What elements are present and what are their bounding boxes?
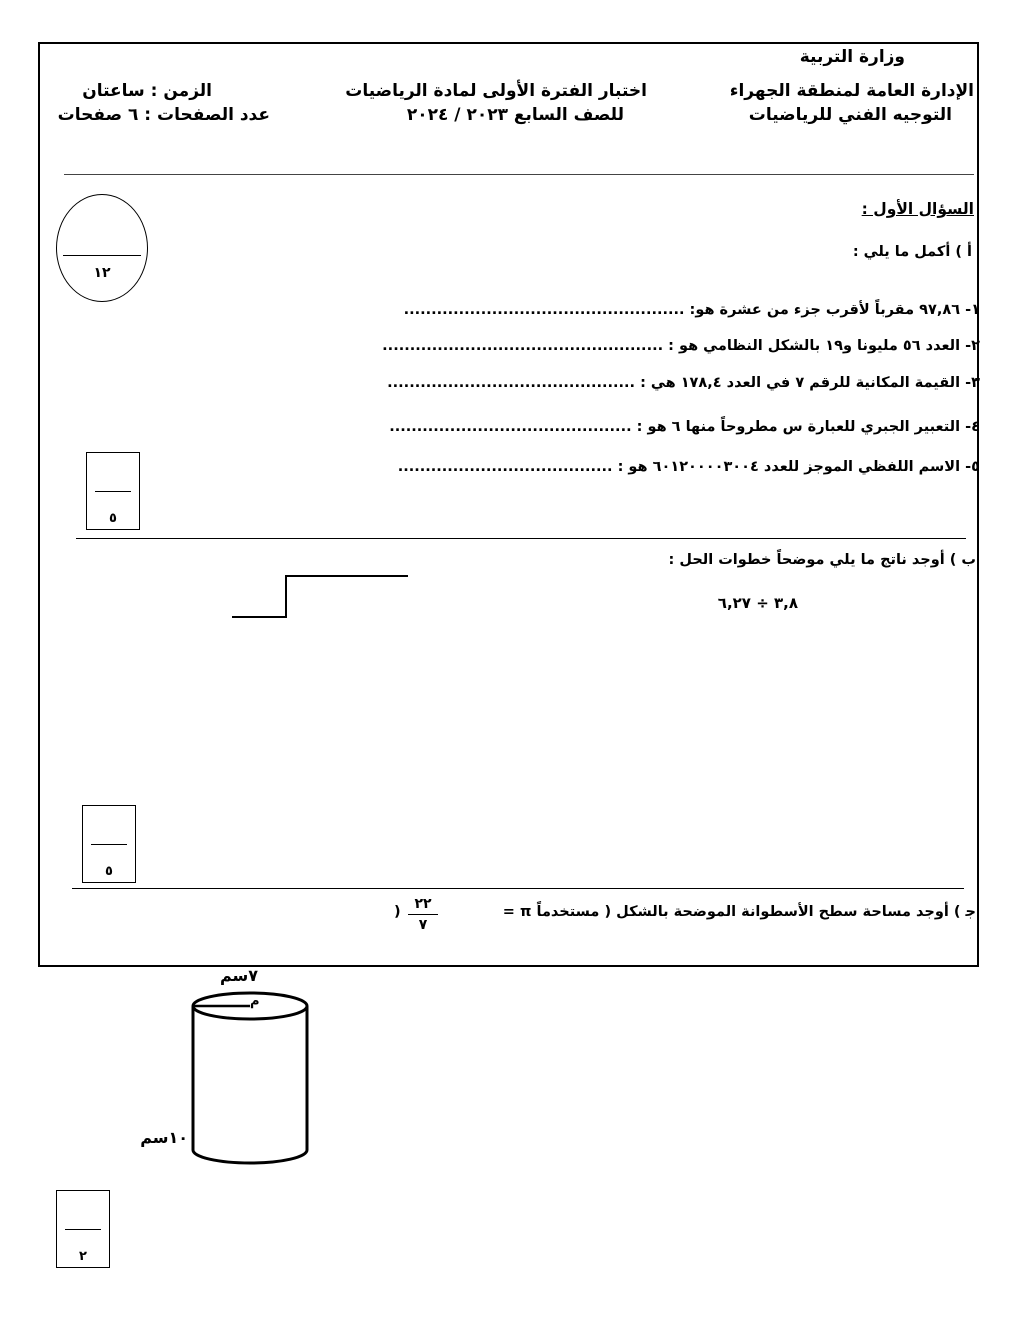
supervision-name: التوجيه الفني للرياضيات: [748, 105, 952, 125]
score-divider: [65, 1229, 101, 1230]
part-c-score-box: [56, 1190, 110, 1268]
part-c-heading: ﺟ ) أوجد مساحة سطح الأسطوانة الموضحة بالشكل ( مستخدماً π =: [502, 904, 976, 920]
part-a-score: ٥: [109, 511, 117, 526]
close-paren: ): [394, 904, 401, 920]
radius-label: ٧سم: [219, 966, 258, 985]
division-expression: ٣,٨ ÷ ٦,٢٧: [717, 594, 798, 612]
exam-title: اختبار الفترة الأولى لمادة الرياضيات: [345, 81, 647, 101]
pi-fraction: [408, 896, 438, 933]
part-a-item-5: ٥- الاسم اللفظي الموجز للعدد ٦٠١٢٠٠٠٠٣٠٠٤ هو : .......................................: [397, 459, 980, 475]
score-divider: [91, 844, 127, 845]
part-a-item-1: ١- ٩٧,٨٦ مقرباً لأقرب جزء من عشرة هو: ...................................................: [403, 302, 980, 318]
cylinder-figure: [180, 990, 320, 1170]
exam-time: الزمن : ساعتان: [82, 81, 212, 101]
header-divider: [64, 174, 974, 175]
part-b-score: ٥: [105, 864, 113, 879]
long-division-bracket: [230, 574, 410, 622]
part-c-score: ٢: [79, 1249, 87, 1264]
directorate-name: الإدارة العامة لمنطقة الجهراء: [729, 81, 974, 101]
part-a-item-4: ٤- التعبير الجبري للعبارة س مطروحاً منها ٦ هو : ............................................: [389, 419, 980, 435]
question-title: السؤال الأول :: [861, 200, 974, 218]
part-a-item-3: ٣- القيمة المكانية للرقم ٧ في العدد ١٧٨,٤ هي : .............................................: [387, 375, 980, 391]
part-b-score-box: [82, 805, 136, 883]
ministry-name: وزارة التربية: [799, 47, 905, 67]
part-a-heading: أ ) أكمل ما يلي :: [852, 244, 972, 260]
grade-year: للصف السابع ٢٠٢٣ / ٢٠٢٤: [406, 105, 624, 125]
score-divider: [95, 491, 131, 492]
oval-divider: [63, 255, 141, 256]
fraction-denominator: ٧: [418, 917, 428, 933]
fraction-numerator: ٢٢: [408, 896, 438, 915]
part-b-divider: [72, 888, 964, 889]
part-b-heading: ب ) أوجد ناتج ما يلي موضحاً خطوات الحل :: [668, 552, 976, 568]
part-a-item-2: ٢- العدد ٥٦ مليونا و١٩ بالشكل النظامي هو : ...................................................: [382, 338, 980, 354]
part-a-score-box: [86, 452, 140, 530]
part-a-divider: [76, 538, 966, 539]
page-count: عدد الصفحات : ٦ صفحات: [57, 105, 270, 125]
total-score: ١٢: [93, 265, 111, 281]
radius-letter: م: [250, 994, 260, 1009]
height-label: ١٠سم: [140, 1128, 188, 1147]
total-score-oval: [56, 194, 148, 302]
page-frame: [38, 42, 979, 967]
